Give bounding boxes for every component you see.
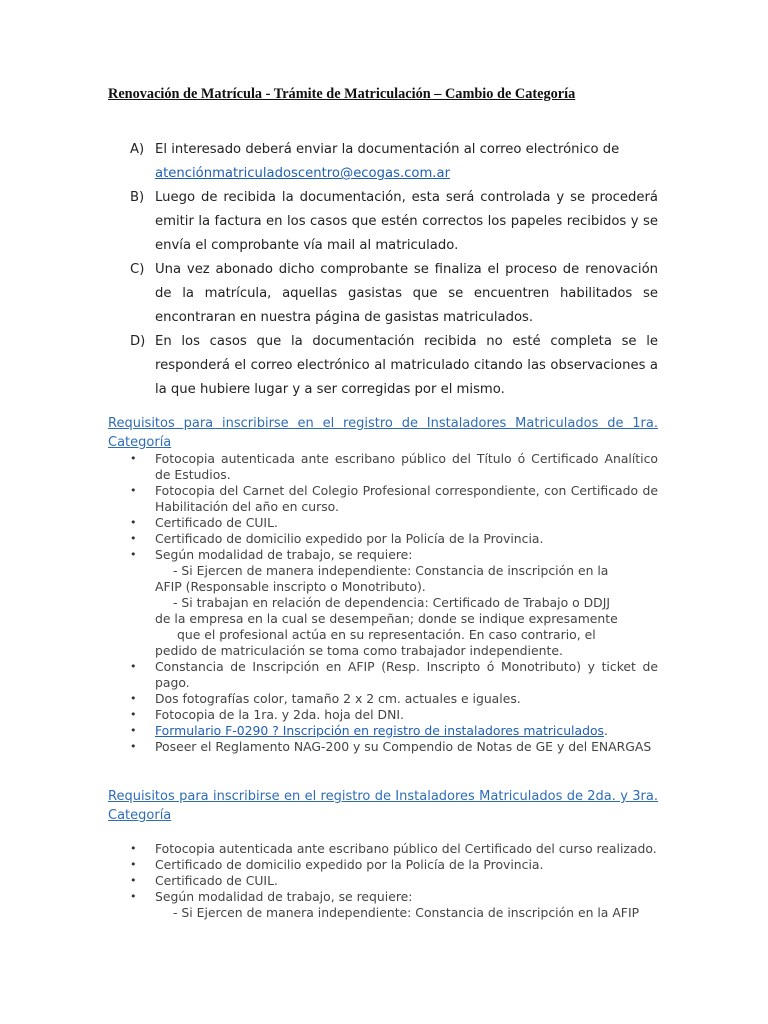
section-1-requirements bbox=[130, 451, 658, 755]
bullet-icon: • bbox=[130, 890, 137, 903]
list-item: • Fotocopia del Carnet del Colegio Profesional correspondiente, con Certificado de Habilitación del año en curso. bbox=[130, 483, 658, 514]
step-letter: A) bbox=[130, 142, 145, 157]
list-item: • Certificado de domicilio expedido por la Policía de la Provincia. bbox=[130, 857, 544, 872]
list-item: • Certificado de CUIL. bbox=[130, 515, 278, 530]
procedure-steps bbox=[130, 138, 658, 402]
bullet-icon: • bbox=[130, 724, 137, 737]
step-d bbox=[130, 330, 658, 402]
step-letter: B) bbox=[130, 190, 145, 205]
sub-item: - Si Ejercen de manera independiente: Constancia de inscripción en la AFIP bbox=[173, 905, 640, 920]
step-letter: C) bbox=[130, 262, 145, 277]
bullet-icon: • bbox=[130, 532, 137, 545]
section-1-heading-link[interactable]: Requisitos para inscribirse en el registro de Instaladores Matriculados de 1ra. Categoría bbox=[108, 416, 658, 450]
bullet-icon: • bbox=[130, 484, 137, 497]
list-item: • Formulario F-0290 ? Inscripción en registro de instaladores matriculados. bbox=[130, 723, 608, 738]
bullet-icon: • bbox=[130, 516, 137, 529]
email-link[interactable]: atenciónmatriculadoscentro@ecogas.com.ar bbox=[155, 166, 450, 181]
bullet-icon: • bbox=[130, 740, 137, 753]
list-item: • Dos fotografías color, tamaño 2 x 2 cm. actuales e iguales. bbox=[130, 691, 521, 706]
sub-item: - Si Ejercen de manera independiente: Constancia de inscripción en la AFIP (Responsable inscripto o Monotributo). - Si trabajan en relación de dependencia: Certificado de Trabajo o DDJJ de la empresa en la cual se desempeñan; donde se indique expresamente que el profesional actúa en su representación. En caso contrario, el pedido de matriculación se toma como trabajador independiente. bbox=[155, 563, 618, 658]
section-2-heading-link[interactable]: Requisitos para inscribirse en el registro de Instaladores Matriculados de 2da. y 3ra. Categoría bbox=[108, 789, 658, 823]
bullet-icon: • bbox=[130, 858, 137, 871]
bullet-icon: • bbox=[130, 708, 137, 721]
list-item: • Certificado de domicilio expedido por la Policía de la Provincia. bbox=[130, 531, 544, 546]
step-b bbox=[130, 186, 658, 258]
page-title: Renovación de Matrícula - Trámite de Matriculación – Cambio de Categoría bbox=[108, 86, 576, 102]
list-item: • Poseer el Reglamento NAG-200 y su Compendio de Notas de GE y del ENARGAS bbox=[130, 739, 652, 754]
list-item: • Según modalidad de trabajo, se requiere: bbox=[130, 889, 413, 904]
step-text: Luego de recibida la documentación, esta será controlada y se procederá emitir la factura en los casos que estén correctos los papeles recibidos y se envía el comprobante vía mail al matriculado. bbox=[155, 190, 658, 253]
step-letter: D) bbox=[130, 334, 146, 349]
bullet-icon: • bbox=[130, 548, 137, 561]
section-2-requirements bbox=[130, 841, 658, 921]
step-text: Una vez abonado dicho comprobante se finaliza el proceso de renovación de la matrícula, aquellas gasistas que se encuentren habilitados se encontraran en nuestra página de gasistas matriculados. bbox=[155, 262, 658, 325]
list-item: • Fotocopia de la 1ra. y 2da. hoja del DNI. bbox=[130, 707, 404, 722]
list-item: • Fotocopia autenticada ante escribano público del Certificado del curso realizado. bbox=[130, 841, 657, 856]
step-text: El interesado deberá enviar la documentación al correo electrónico de bbox=[155, 142, 620, 157]
bullet-icon: • bbox=[130, 842, 137, 855]
step-text: En los casos que la documentación recibida no esté completa se le responderá el correo electrónico al matriculado citando las observaciones a la que hubiere lugar y a ser corregidas por el mismo. bbox=[155, 334, 658, 397]
bullet-icon: • bbox=[130, 692, 137, 705]
list-item: • Certificado de CUIL. bbox=[130, 873, 278, 888]
step-a bbox=[130, 138, 658, 186]
bullet-icon: • bbox=[130, 874, 137, 887]
list-item: • Fotocopia autenticada ante escribano público del Título ó Certificado Analítico de Estudios. bbox=[130, 451, 658, 482]
step-c bbox=[130, 258, 658, 330]
bullet-icon: • bbox=[130, 660, 137, 673]
list-item: • Según modalidad de trabajo, se requiere: bbox=[130, 547, 413, 562]
bullet-icon: • bbox=[130, 452, 137, 465]
form-link[interactable]: Formulario F-0290 ? Inscripción en registro de instaladores matriculados bbox=[155, 723, 604, 738]
list-item: • Constancia de Inscripción en AFIP (Resp. Inscripto ó Monotributo) y ticket de pago. bbox=[130, 659, 658, 690]
